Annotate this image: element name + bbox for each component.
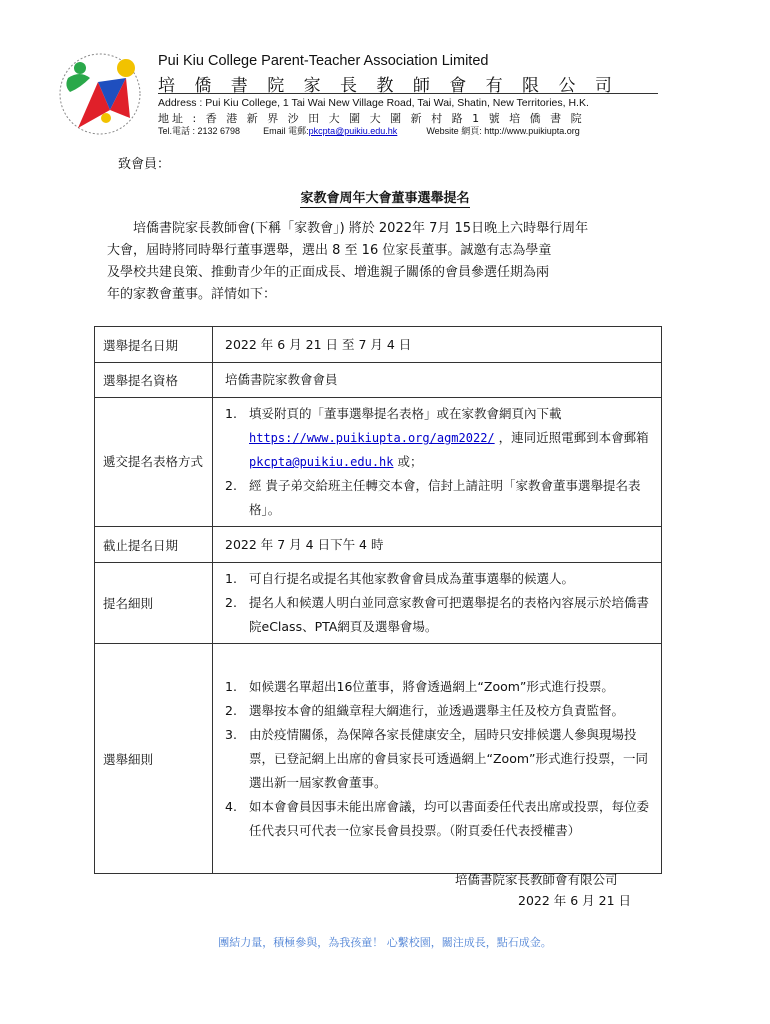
list-item: 1. 填妥附頁的「董事選舉提名表格」或在家教會網頁內下載 https://www.puikiupta.org/agm2022/ ，連同近照電郵到本會郵箱 pkcpta@puikiu.edu.hk 或； [225,406,649,469]
list-item: 3. 由於疫情關係，為保障各家長健康安全，屆時只安排候選人參與現場投票，已登記網上出席的會員家長可透過網上“Zoom”形式進行投票，一同選出新一屆家教會董事。 [225,726,648,790]
header-divider [158,93,658,94]
table-row [95,398,662,527]
org-name-en: Pui Kiu College Parent-Teacher Association Limited [158,53,489,69]
election-rules [225,675,653,843]
list-item: 1. 如候選名單超出16位董事，將會透過網上“Zoom”形式進行投票。 [225,678,614,694]
row-label: 選舉提名資格 [95,363,213,398]
intro-line: 年的家教會董事。詳情如下： [107,287,277,302]
email-link[interactable]: pkcpta@puikiu.edu.hk [308,126,398,136]
row-label: 截止提名日期 [95,527,213,563]
submission-methods [225,402,653,522]
list-item: 4. 如本會會員因事未能出席會議，均可以書面委任代表出席或投票，每位委任代表只可代表一位家長會員投票。（附頁委任代表授權書） [225,798,650,838]
item-text: 如本會會員因事未能出席會議，均可以書面委任代表出席或投票，每位委任代表只可代表一位家長會員投票。（附頁委任代表授權書） [249,798,650,838]
table-row [95,363,662,398]
row-label: 選舉提名日期 [95,327,213,363]
row-label: 提名細則 [95,563,213,644]
list-item: 2. 經 貴子弟交給班主任轉交本會，信封上請註明「家教會董事選舉提名表格」。 [225,478,641,517]
row-value: 2022 年 7 月 4 日下午 4 時 [213,527,662,563]
table-row [95,563,662,644]
item-text: 經 貴子弟交給班主任轉交本會，信封上請註明「家教會董事選舉提名表格」。 [249,478,641,517]
list-item: 1. 可自行提名或提名其他家教會會員成為董事選舉的候選人。 [225,571,575,586]
row-value [213,644,662,874]
nomination-rules [225,567,653,639]
intro-paragraph [107,218,659,306]
item-text: 或； [393,454,423,469]
nomination-table [94,326,662,874]
row-value: 2022 年 6 月 21 日 至 7 月 4 日 [213,327,662,363]
footer-slogan: 團結力量，積極參與，為我孩童！ 心繫校園，關注成長，點石成金。 [218,936,552,949]
intro-line: 大會，屆時將同時舉行董事選舉，選出 8 至 16 位家長董事。誠邀有志為學童 [107,243,552,258]
item-text: 如候選名單超出16位董事，將會透過網上“Zoom”形式進行投票。 [249,678,614,694]
row-value [213,563,662,644]
signature-date: 2022 年 6 月 21 日 [518,893,632,908]
row-label-text: 遞交提名表格方式 [103,454,204,469]
table-row [95,327,662,363]
list-item: 2. 提名人和候選人明白並同意家教會可把選舉提名的表格內容展示於培僑書院eClass、PTA網頁及選舉會場。 [225,595,650,634]
table-row [95,644,662,874]
tel: Tel.電話 : 2132 6798 [158,126,241,136]
title-text: 家教會周年大會董事選舉提名 [300,191,470,206]
contact-line [158,124,580,137]
email-label: Email 電郵: [263,126,309,136]
item-text: ，連同近照電郵到本會郵箱 [494,430,649,445]
address-en: Address : Pui Kiu College, 1 Tai Wai New Village Road, Tai Wai, Shatin, New Territories, H.K. [158,97,589,109]
item-text: 填妥附頁的「董事選舉提名表格」或在家教會網頁內下載 [249,406,562,421]
download-link[interactable]: https://www.puikiupta.org/agm2022/ [249,431,495,445]
signature-org: 培僑書院家長教師會有限公司 [455,872,618,887]
row-label: 選舉細則 [95,644,213,874]
document-title [0,187,770,206]
website[interactable]: Website 網頁: http://www.puikiupta.org [426,126,580,136]
list-item: 2. 選舉按本會的組織章程大綱進行，並透過選舉主任及校方負責監督。 [225,702,625,718]
intro-line: 及學校共建良策、推動青少年的正面成長、增進親子關係的會員參選任期為兩 [107,265,550,280]
org-name-zh: 培 僑 書 院 家 長 教 師 會 有 限 公 司 [158,76,619,96]
email-link[interactable]: pkcpta@puikiu.edu.hk [249,455,394,469]
row-label [95,398,213,527]
item-text: 選舉按本會的組織章程大綱進行，並透過選舉主任及校方負責監督。 [249,702,625,718]
table-row [95,527,662,563]
association-logo [50,48,150,140]
intro-line: 培僑書院家長教師會(下稱「家教會」) 將於 2022年 7月 15日晚上六時舉行周年 [107,221,589,236]
item-text: 提名人和候選人明白並同意家教會可把選舉提名的表格內容展示於培僑書院eClass、PTA網頁及選舉會場。 [249,595,650,634]
row-value [213,398,662,527]
item-text: 由於疫情關係，為保障各家長健康安全，屆時只安排候選人參與現場投票，已登記網上出席的會員家長可透過網上“Zoom”形式進行投票，一同選出新一屆家教會董事。 [249,726,648,790]
row-value: 培僑書院家教會會員 [213,363,662,398]
item-text: 可自行提名或提名其他家教會會員成為董事選舉的候選人。 [249,571,575,586]
address-zh: 地址 : 香 港 新 界 沙 田 大 圍 大 圍 新 村 路 1 號 培 僑 書 院 [158,112,585,125]
salutation: 致會員： [118,157,171,172]
